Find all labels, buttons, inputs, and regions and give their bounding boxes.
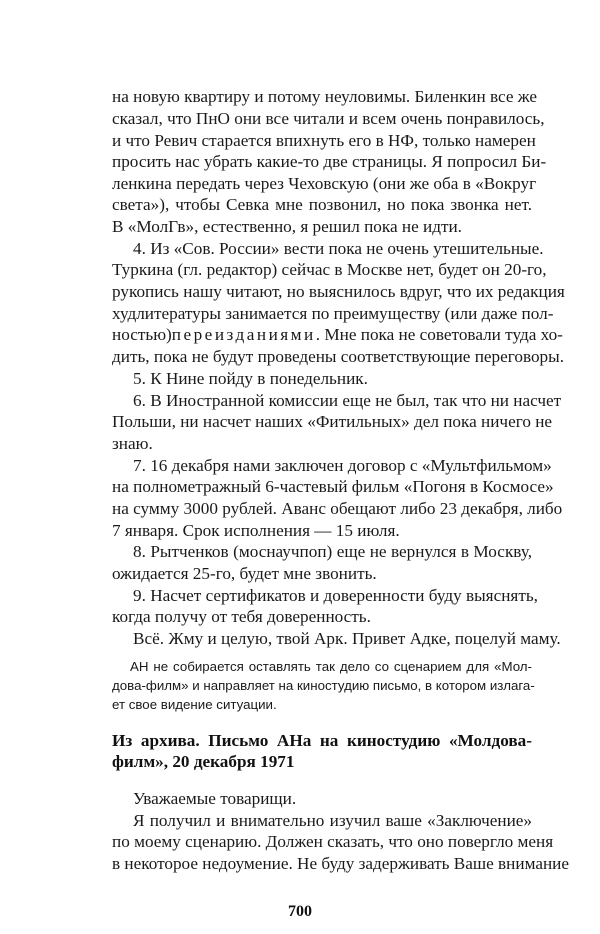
text-line: сказал, что ПнО они все читали и всем очень понравилось,	[112, 109, 545, 128]
text-line: в некоторое недоумение. Не буду задерживать Ваше внимание	[112, 854, 569, 873]
text-line: на новую квартиру и потому неуловимы. Биленкин все же	[112, 87, 538, 106]
paragraph-9-start: 9. Насчет сертификатов и доверенности буду выяснять,	[133, 586, 538, 605]
letter-closing: Всё. Жму и целую, твой Арк. Привет Адке, поцелуй маму.	[133, 629, 561, 648]
text-line: когда получу от тебя доверенность.	[112, 607, 371, 626]
text-line: света»), чтобы Севка мне позвонил, но пока звонка нет.	[112, 195, 532, 214]
text-line: по моему сценарию. Должен сказать, что оно повергло меня	[112, 832, 554, 851]
text-line	[112, 325, 563, 345]
paragraph-8-start: 8. Рытченков (моснаучпоп) еще не вернулся в Москву,	[133, 542, 532, 561]
paragraph-7-start: 7. 16 декабря нами заключен договор с «Мультфильмом»	[133, 456, 552, 475]
section-heading: Из архива. Письмо АНа на киностудию «Молдова-	[112, 731, 532, 750]
editor-note-line: ет свое видение ситуации.	[112, 697, 277, 712]
section-heading: филм», 20 декабря 1971	[112, 752, 295, 771]
spaced-emphasis: переизданиями	[171, 325, 316, 344]
text-line: знаю.	[112, 434, 153, 453]
editor-note-line: АН не собирается оставлять так дело со сценарием для «Мол-	[130, 659, 532, 674]
text-line: ленкина передать через Чеховскую (они же оба в «Вокруг	[112, 174, 537, 193]
paragraph-4-start: 4. Из «Сов. России» вести пока не очень утешительные.	[133, 239, 544, 258]
text-line: худлитературы занимается по преимуществу (или даже пол-	[112, 304, 554, 323]
text-line: и что Ревич старается впихнуть его в НФ, только намерен	[112, 131, 536, 150]
text-fragment: ностью)	[112, 325, 172, 344]
paragraph-5: 5. К Нине пойду в понедельник.	[133, 369, 368, 388]
editor-note-line: дова-филм» и направляет на киностудию письмо, в котором излага-	[112, 678, 535, 693]
text-line: Туркина (гл. редактор) сейчас в Москве нет, будет он 20-го,	[112, 260, 547, 279]
text-line: на сумму 3000 рублей. Аванс обещают либо 23 декабря, либо	[112, 499, 563, 518]
text-line: дить, пока не будут проведены соответствующие переговоры.	[112, 347, 565, 366]
text-fragment: . Мне пока не советовали туда хо-	[315, 325, 563, 344]
text-line: на полнометражный 6-частевый фильм «Погоня в Космосе»	[112, 477, 554, 496]
text-line: просить нас убрать какие-то две страницы. Я попросил Би-	[112, 152, 547, 171]
text-line: В «МолГв», естественно, я решил пока не идти.	[112, 217, 462, 236]
page-number: 700	[288, 903, 312, 920]
text-line: Я получил и внимательно изучил ваше «Заключение»	[133, 811, 532, 830]
paragraph-6-start: 6. В Иностранной комиссии еще не был, так что ни насчет	[133, 391, 562, 410]
text-line: ожидается 25-го, будет мне звонить.	[112, 564, 377, 583]
text-line: 7 января. Срок исполнения — 15 июля.	[112, 521, 400, 540]
text-line: Польши, ни насчет наших «Фитильных» дел пока ничего не	[112, 412, 553, 431]
salutation: Уважаемые товарищи.	[133, 789, 297, 808]
text-line: рукопись нашу читают, но выяснилось вдруг, что их редакция	[112, 282, 565, 301]
